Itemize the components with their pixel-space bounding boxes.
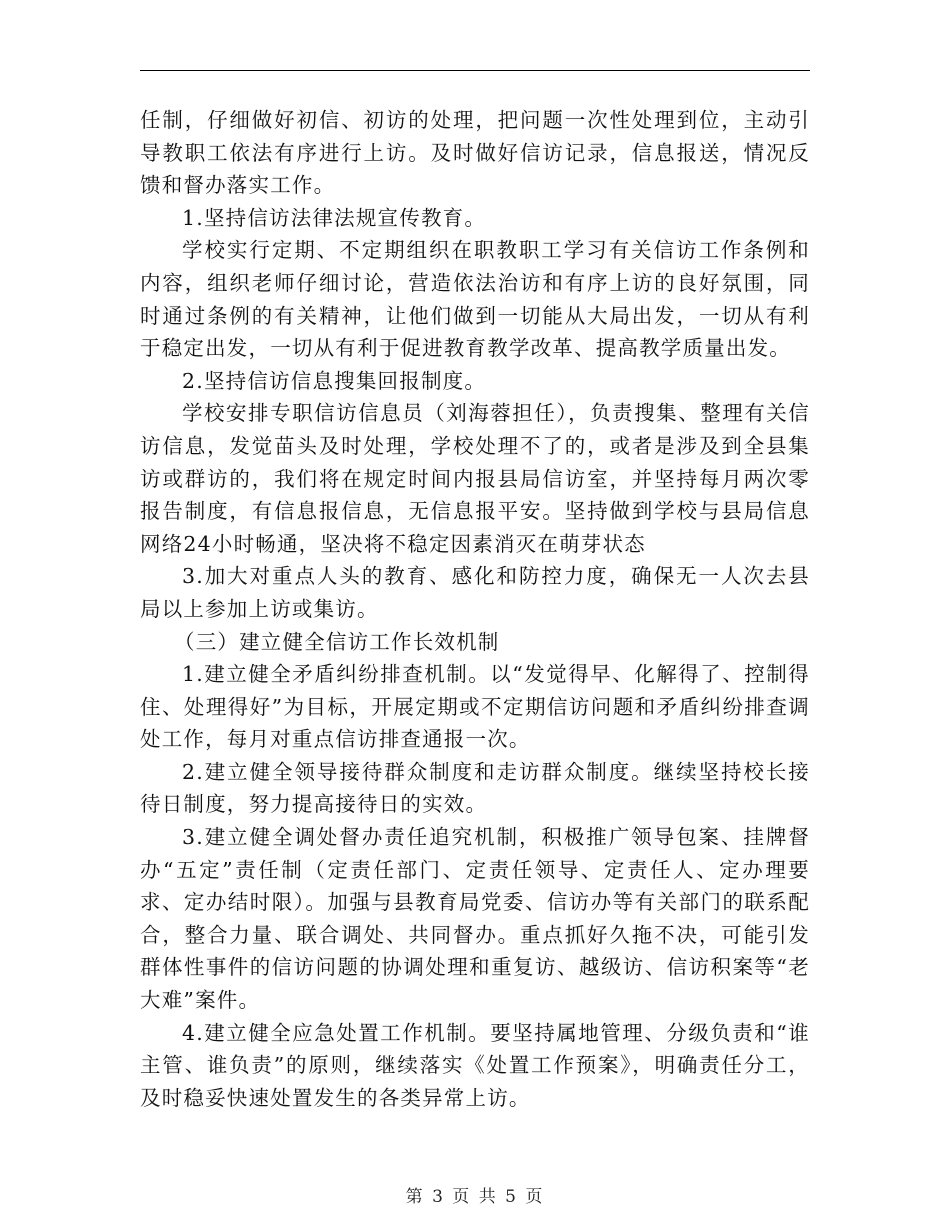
document-body [140, 104, 810, 1114]
item-2-heading: 2.坚持信访信息搜集回报制度。 [182, 368, 487, 393]
item-1-body: 学校实行定期、不定期组织在职教职工学习有关信访工作条例和内容，组织老师仔细讨论，营造依法治访和有序上访的良好氛围，同时通过条例的有关精神，让他们做到一切能从大局出发，一切从有利于稳定出发，一切从有利于促进教育教学改革、提高教学质量出发。 [140, 238, 810, 361]
mechanism-2-paragraph: 2.建立健全领导接待群众制度和走访群众制度。继续坚持校长接待日制度，努力提高接待日的实效。 [140, 759, 810, 817]
header-rule [140, 70, 810, 71]
item-1-heading: 1.坚持信访法律法规宣传教育。 [182, 205, 487, 230]
mechanism-1-paragraph: 1.建立健全矛盾纠纷排查机制。以“发觉得早、化解得了、控制得住、处理得好”为目标，开展定期或不定期信访问题和矛盾纠纷排查调处工作，每月对重点信访排查通报一次。 [140, 662, 810, 752]
page-number: 第 3 页 共 5 页 [405, 1187, 545, 1207]
section-3-heading: （三）建立健全信访工作长效机制 [174, 629, 500, 654]
item-2-body: 学校安排专职信访信息员（刘海蓉担任），负责搜集、整理有关信访信息，发觉苗头及时处理，学校处理不了的，或者是涉及到全县集访或群访的，我们将在规定时间内报县局信访室，并坚持每月两次零报告制度，有信息报信息，无信息报平安。坚持做到学校与县局信息网络24小时畅通，坚决将不稳定因素消灭在萌芽状态 [140, 401, 810, 556]
item-3-paragraph: 3.加大对重点人头的教育、感化和防控力度，确保无一人次去县局以上参加上访或集访。 [140, 564, 810, 621]
mechanism-4-paragraph: 4.建立健全应急处置工作机制。要坚持属地管理、分级负责和“谁主管、谁负责”的原则，继续落实《处置工作预案》，明确责任分工，及时稳妥快速处置发生的各类异常上访。 [140, 1020, 810, 1110]
mechanism-3-paragraph: 3.建立健全调处督办责任追究机制，积极推广领导包案、挂牌督办“五定”责任制（定责任部门、定责任领导、定责任人、定办理要求、定办结时限）。加强与县教育局党委、信访办等有关部门的联系配合，整合力量、联合调处、共同督办。重点抓好久拖不决，可能引发群体性事件的信访问题的协调处理和重复访、越级访、信访积案等“老大难”案件。 [140, 825, 810, 1013]
paragraph-continued-text: 任制，仔细做好初信、初访的处理，把问题一次性处理到位，主动引导教职工依法有序进行上访。及时做好信访记录，信息报送，情况反馈和督办落实工作。 [140, 108, 810, 198]
